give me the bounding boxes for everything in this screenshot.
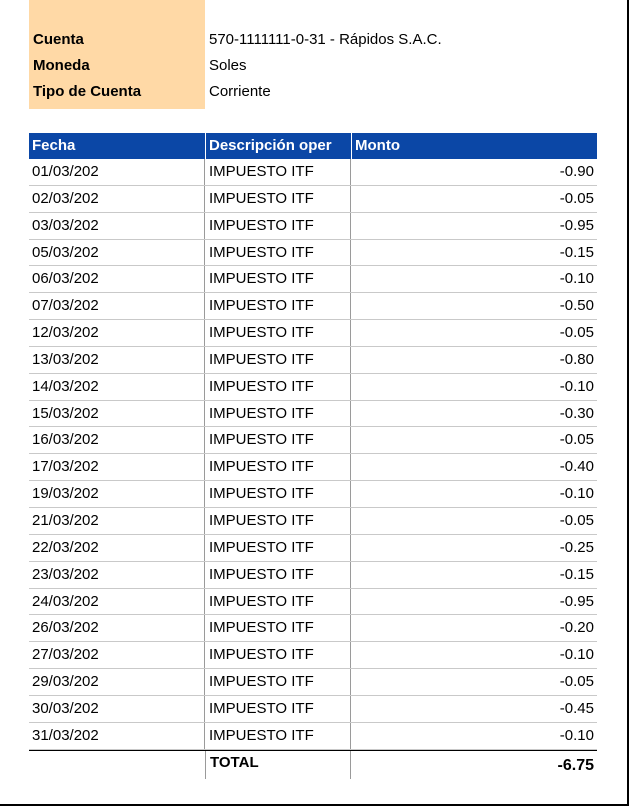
cell-descripcion: IMPUESTO ITF: [205, 186, 351, 212]
cell-fecha: 22/03/202: [29, 535, 205, 561]
cell-monto: -0.15: [559, 565, 594, 583]
cell-monto: -0.95: [559, 216, 594, 234]
cell-monto: -0.05: [559, 511, 594, 529]
table-row: [29, 347, 597, 374]
cell-descripcion: IMPUESTO ITF: [205, 696, 351, 722]
cell-monto: -0.05: [559, 431, 594, 449]
cell-fecha: 16/03/202: [29, 427, 205, 453]
info-label: Moneda: [33, 57, 90, 74]
cell-descripcion: IMPUESTO ITF: [205, 159, 351, 185]
table-row: [29, 723, 597, 750]
table-row: [29, 508, 597, 535]
table-row: [29, 320, 597, 347]
cell-monto: -0.15: [559, 243, 594, 261]
table-row: [29, 615, 597, 642]
table-row: [29, 669, 597, 696]
table-row: [29, 266, 597, 293]
cell-fecha: 21/03/202: [29, 508, 205, 534]
header-monto: Monto: [351, 133, 597, 159]
cell-monto: -0.50: [559, 297, 594, 315]
table-row: [29, 642, 597, 669]
cell-monto: -0.05: [559, 324, 594, 342]
cell-descripcion: IMPUESTO ITF: [205, 589, 351, 615]
cell-fecha: 17/03/202: [29, 454, 205, 480]
header-fecha: Fecha: [32, 137, 76, 154]
cell-fecha: 30/03/202: [29, 696, 205, 722]
cell-descripcion: IMPUESTO ITF: [205, 293, 351, 319]
transactions-table: [29, 133, 597, 779]
cell-monto: -0.25: [559, 538, 594, 556]
info-value: 570-1111111-0-31 - Rápidos S.A.C.: [209, 31, 442, 48]
cell-descripcion: IMPUESTO ITF: [205, 240, 351, 266]
cell-monto: -0.45: [559, 699, 594, 717]
table-body: [29, 159, 597, 750]
cell-monto: -0.95: [559, 592, 594, 610]
cell-monto: -0.10: [559, 726, 594, 744]
table-row: [29, 401, 597, 428]
table-row: [29, 240, 597, 267]
cell-descripcion: IMPUESTO ITF: [205, 374, 351, 400]
cell-descripcion: IMPUESTO ITF: [205, 213, 351, 239]
header-descripcion: Descripción oper: [205, 133, 351, 159]
cell-descripcion: IMPUESTO ITF: [205, 481, 351, 507]
info-label: Tipo de Cuenta: [33, 83, 142, 100]
table-row: [29, 562, 597, 589]
table-row: [29, 481, 597, 508]
cell-fecha: 06/03/202: [29, 266, 205, 292]
cell-fecha: 23/03/202: [29, 562, 205, 588]
cell-fecha: 12/03/202: [29, 320, 205, 346]
table-row: [29, 159, 597, 186]
cell-monto: -0.10: [559, 646, 594, 664]
info-value: Soles: [209, 57, 247, 74]
table-row: [29, 293, 597, 320]
table-row: [29, 454, 597, 481]
cell-descripcion: IMPUESTO ITF: [205, 615, 351, 641]
table-row: [29, 427, 597, 454]
total-row: [29, 750, 597, 779]
cell-monto: -0.05: [559, 673, 594, 691]
info-label: Cuenta: [33, 31, 84, 48]
cell-monto: -0.10: [559, 377, 594, 395]
table-row: [29, 589, 597, 616]
cell-fecha: 15/03/202: [29, 401, 205, 427]
table-row: [29, 696, 597, 723]
cell-fecha: 29/03/202: [29, 669, 205, 695]
cell-monto: -0.80: [559, 350, 594, 368]
cell-fecha: 02/03/202: [29, 186, 205, 212]
table-row: [29, 374, 597, 401]
total-empty-cell: [29, 751, 205, 779]
info-row-moneda: [0, 53, 627, 79]
cell-descripcion: IMPUESTO ITF: [205, 401, 351, 427]
cell-monto: -0.30: [559, 404, 594, 422]
cell-fecha: 31/03/202: [29, 723, 205, 749]
cell-descripcion: IMPUESTO ITF: [205, 320, 351, 346]
info-value: Corriente: [209, 83, 271, 100]
table-header: [29, 133, 597, 159]
info-row-tipo-cuenta: [0, 79, 627, 105]
cell-fecha: 05/03/202: [29, 240, 205, 266]
cell-fecha: 24/03/202: [29, 589, 205, 615]
table-row: [29, 535, 597, 562]
cell-descripcion: IMPUESTO ITF: [205, 454, 351, 480]
cell-monto: -0.90: [559, 163, 594, 180]
table-row: [29, 213, 597, 240]
cell-monto: -0.05: [559, 189, 594, 207]
cell-fecha: 13/03/202: [29, 347, 205, 373]
cell-fecha: 26/03/202: [29, 615, 205, 641]
cell-fecha: 19/03/202: [29, 481, 205, 507]
cell-monto: -0.10: [559, 270, 594, 288]
cell-descripcion: IMPUESTO ITF: [205, 562, 351, 588]
cell-fecha: 07/03/202: [29, 293, 205, 319]
cell-descripcion: IMPUESTO ITF: [205, 535, 351, 561]
total-label: TOTAL: [205, 751, 351, 779]
cell-monto: -0.20: [559, 619, 594, 637]
table-row: [29, 186, 597, 213]
cell-monto: -0.40: [559, 458, 594, 476]
cell-descripcion: IMPUESTO ITF: [205, 427, 351, 453]
cell-monto: -0.10: [559, 485, 594, 503]
cell-descripcion: IMPUESTO ITF: [205, 508, 351, 534]
cell-fecha: 03/03/202: [29, 213, 205, 239]
cell-descripcion: IMPUESTO ITF: [205, 723, 351, 749]
cell-descripcion: IMPUESTO ITF: [205, 642, 351, 668]
total-value: -6.75: [557, 756, 594, 774]
cell-fecha: 27/03/202: [29, 642, 205, 668]
cell-descripcion: IMPUESTO ITF: [205, 266, 351, 292]
cell-fecha: 14/03/202: [29, 374, 205, 400]
cell-fecha: 01/03/202: [29, 159, 205, 185]
info-row-cuenta: [0, 27, 627, 53]
cell-descripcion: IMPUESTO ITF: [205, 347, 351, 373]
cell-descripcion: IMPUESTO ITF: [205, 669, 351, 695]
